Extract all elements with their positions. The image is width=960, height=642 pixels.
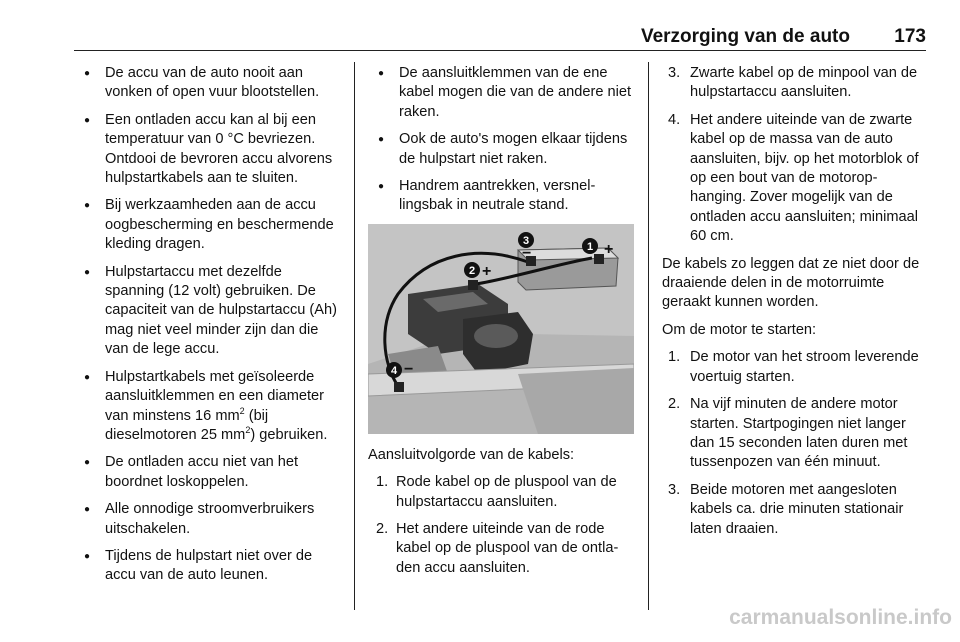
svg-text:+: + bbox=[604, 240, 614, 258]
start-engine-intro: Om de motor te starten: bbox=[662, 321, 817, 338]
list-item bbox=[662, 395, 928, 473]
step-number: 1. bbox=[668, 349, 681, 366]
connection-order-intro: Aansluitvolgorde van de kabels: bbox=[368, 446, 575, 463]
step-number: 2. bbox=[668, 396, 681, 413]
jump-start-illustration bbox=[368, 224, 634, 434]
list-item bbox=[368, 473, 634, 512]
step-text: Rode kabel op de pluspool van de hulpstartaccu aansluiten. bbox=[396, 474, 617, 510]
superscript: 2 bbox=[239, 405, 245, 416]
cable-routing-paragraph: De kabels zo leggen dat ze niet door de draaiende delen in de motorruimte geraakt kunnen worden. bbox=[662, 255, 920, 311]
step-number: 2. bbox=[376, 521, 389, 538]
step-number: 4. bbox=[668, 111, 681, 128]
svg-text:3: 3 bbox=[522, 234, 530, 247]
list-item: ● De aansluitklemmen van de ene kabel mogen die van de andere niet raken. bbox=[368, 64, 634, 122]
list-item bbox=[74, 368, 342, 446]
step-text: Het andere uiteinde van de rode kabel op de pluspool van de ontladen accu aansluiten. bbox=[396, 521, 619, 576]
list-item: ● Ook de auto's mogen elkaar tijdens de hulpstart niet raken. bbox=[368, 130, 634, 169]
step-text: Beide motoren met aangesloten kabels ca. drie minuten stationair laten draaien. bbox=[690, 481, 904, 537]
text-segment: (bij dieselmotoren 25 mm bbox=[105, 407, 269, 443]
header-divider bbox=[74, 50, 926, 51]
step-number: 1. bbox=[376, 474, 389, 491]
list-item: ● De ontladen accu niet van het boordnet loskoppelen. bbox=[74, 453, 342, 492]
list-item: ● De accu van de auto nooit aan vonken of open vuur blootstellen. bbox=[74, 64, 342, 103]
safety-bullet-list bbox=[74, 64, 342, 586]
svg-text:−: − bbox=[522, 244, 532, 262]
watermark-text: carmanualsonline.info bbox=[729, 606, 952, 629]
column-divider-2 bbox=[648, 62, 649, 610]
list-item bbox=[662, 481, 928, 539]
engine-bay-drawing bbox=[368, 224, 634, 434]
list-item bbox=[368, 520, 634, 578]
step-text: De motor van het stroom leverende voertuig starten. bbox=[690, 349, 919, 385]
start-engine-steps bbox=[662, 348, 928, 539]
list-item: ● Bij werkzaamheden aan de accu oogbescherming en beschermende kleding dragen. bbox=[74, 196, 342, 254]
svg-text:1: 1 bbox=[586, 240, 594, 253]
text-segment: Hulpstartkabels met geïsoleerde aansluitklemmen en een diameter van minstens 16 mm bbox=[105, 368, 325, 424]
step-text: Het andere uiteinde van de zwarte kabel op de massa van de auto aansluiten, bijv. op het motorblok of op een bout van de motorophanging. Zover mogelijk van de ontladen accu aansluiten; minimaal 60 cm. bbox=[690, 111, 919, 245]
running-header-title: Verzorging van de auto bbox=[640, 26, 850, 47]
step-number: 3. bbox=[668, 481, 681, 498]
svg-text:+: + bbox=[482, 262, 492, 280]
precaution-bullet-list bbox=[368, 64, 634, 216]
connection-steps bbox=[368, 473, 634, 578]
step-text: Zwarte kabel op de minpool van de hulpstartaccu aansluiten. bbox=[690, 65, 918, 101]
list-item: ● Hulpstartaccu met dezelfde spanning (12 volt) gebruiken. De capaciteit van de hulpstartaccu (Ah) mag niet veel minder zijn dan die van de lege accu. bbox=[74, 263, 342, 360]
svg-text:2: 2 bbox=[468, 264, 476, 277]
list-item: ● Alle onnodige stroomverbruikers uitschakelen. bbox=[74, 500, 342, 539]
step-number: 3. bbox=[668, 65, 681, 81]
list-item: ● Handrem aantrekken, versnellingsbak in neutrale stand. bbox=[368, 177, 634, 216]
list-item bbox=[662, 64, 928, 103]
column-left bbox=[74, 64, 342, 594]
list-item bbox=[662, 348, 928, 387]
text-segment: ) gebruiken. bbox=[250, 426, 328, 443]
column-middle bbox=[368, 64, 634, 586]
connection-steps-continued bbox=[662, 64, 928, 247]
column-divider-1 bbox=[354, 62, 355, 610]
svg-text:4: 4 bbox=[390, 364, 398, 377]
list-item: ● Tijdens de hulpstart niet over de accu van de auto leunen. bbox=[74, 547, 342, 586]
column-right bbox=[662, 64, 928, 547]
list-item: ● Een ontladen accu kan al bij een temperatuur van 0 °C bevriezen. Ontdooi de bevroren accu alvorens hulpstartkabels aan te sluiten. bbox=[74, 111, 342, 189]
superscript: 2 bbox=[245, 425, 251, 436]
list-item bbox=[662, 111, 928, 247]
page-number: 173 bbox=[894, 26, 926, 47]
step-text: Na vijf minuten de andere motor starten. Startpogingen niet langer dan 15 seconden laten duren met tussenpozen van één minuut. bbox=[690, 396, 908, 471]
svg-text:−: − bbox=[404, 360, 414, 378]
